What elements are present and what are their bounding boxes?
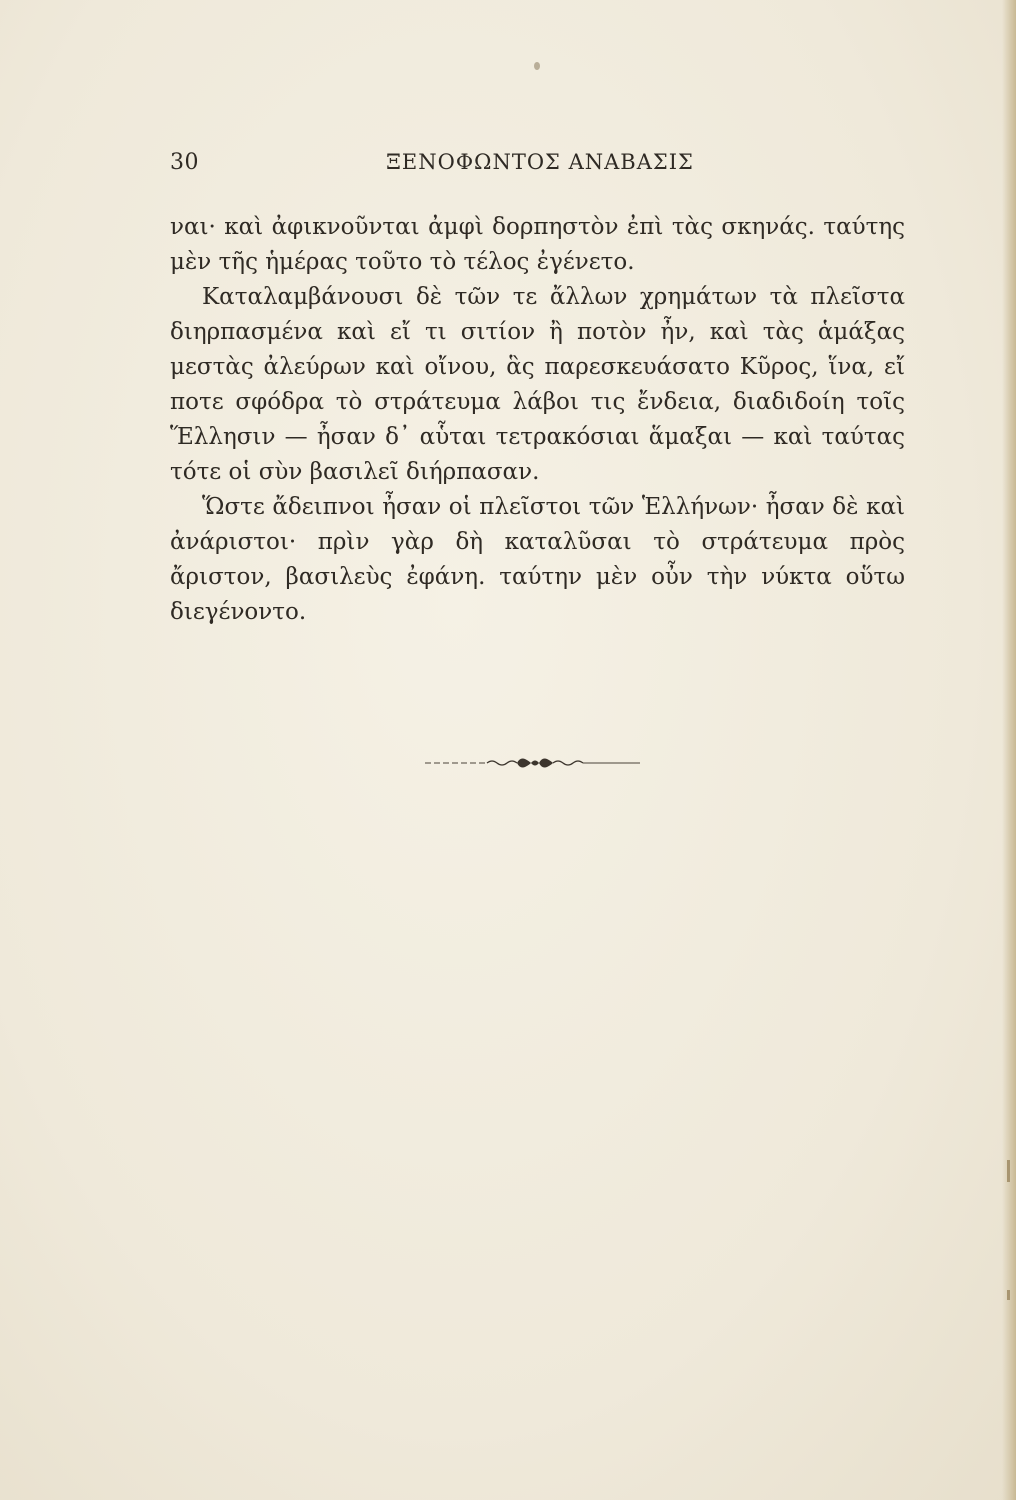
edge-mark (1007, 1290, 1010, 1300)
paragraph: Ὥστε ἄδειπνοι ἦσαν οἱ πλεῖστοι τῶν Ἑλλήνων· ἦσαν δὲ καὶ ἀνάριστοι· πρὶν γὰρ δὴ καταλῦσαι τὸ στράτευμα πρὸς ἄριστον, βασιλεὺς ἐφάνη. ταύτην μὲν οὖν τὴν νύκτα οὕτω διεγένοντο. (170, 494, 905, 625)
ornamental-rule-icon (425, 755, 640, 771)
paper-speck (534, 62, 540, 70)
page-number: 30 (170, 150, 199, 175)
edge-mark (1007, 1160, 1010, 1182)
running-title: ΞΕΝΟΦΩΝΤΟΣ ΑΝΑΒΑΣΙΣ (386, 150, 694, 174)
page-header (170, 150, 910, 180)
paragraph: ναι· καὶ ἀφικνοῦνται ἀμφὶ δορπηστὸν ἐπὶ τὰς σκηνάς. ταύτης μὲν τῆς ἡμέρας τοῦτο τὸ τέλος ἐγένετο. (170, 214, 905, 275)
paragraph: Καταλαμβάνουσι δὲ τῶν τε ἄλλων χρημάτων τὰ πλεῖστα διηρπασμένα καὶ εἴ τι σιτίον ἢ ποτὸν ἦν, καὶ τὰς ἁμάξας μεστὰς ἀλεύρων καὶ οἴνου, ἃς παρεσκευάσατο Κῦρος, ἵνα, εἴ ποτε σφόδρα τὸ στράτευμα λάβοι τις ἔνδεια, διαδιδοίη τοῖς Ἕλλησιν — ἦσαν δ᾽ αὗται τετρακόσιαι ἅμαξαι — καὶ ταύτας τότε οἱ σὺν βασιλεῖ διήρπασαν. (170, 284, 905, 485)
main-text (170, 210, 905, 630)
page-edge (1002, 0, 1016, 1500)
